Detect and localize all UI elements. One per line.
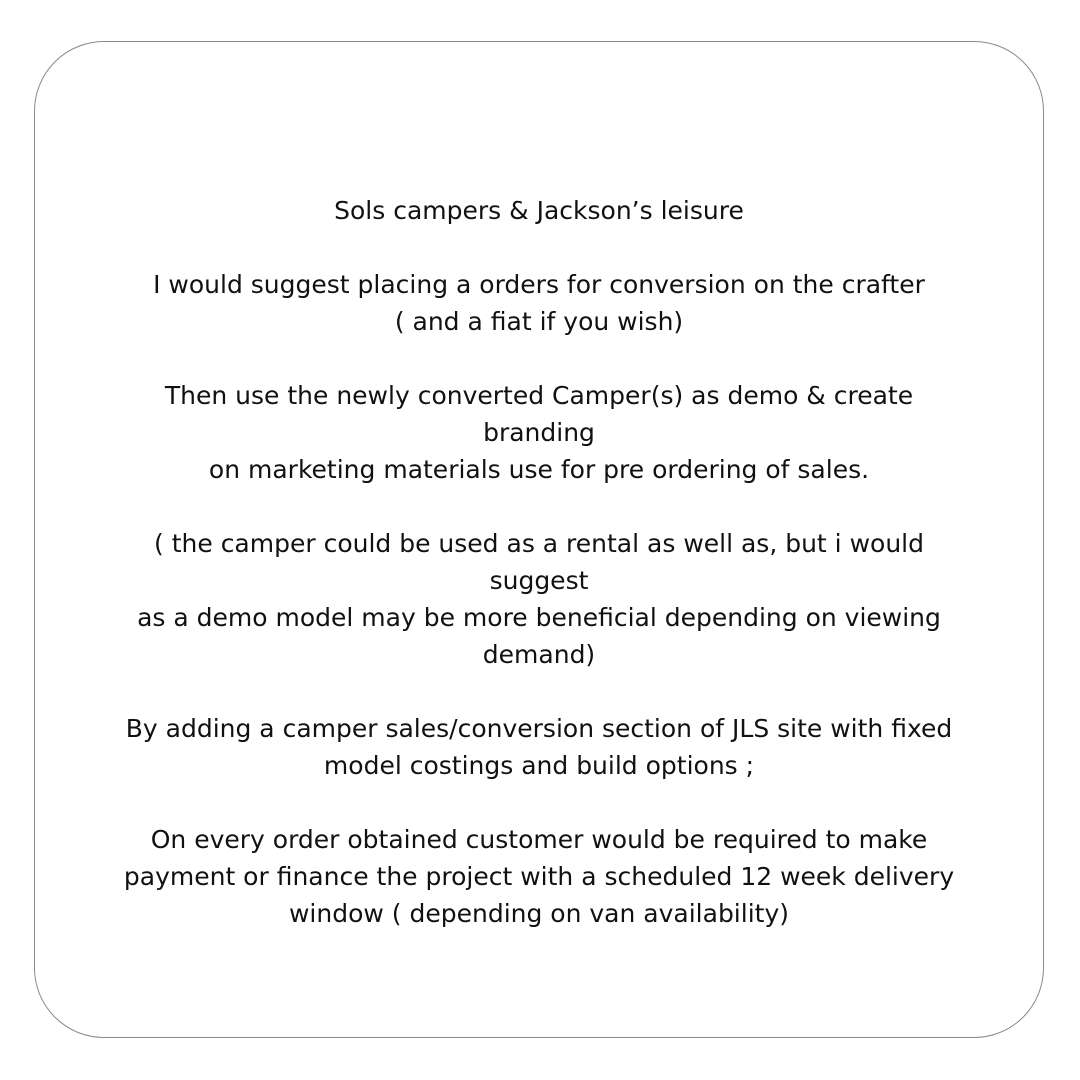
paragraph-site-section	[35, 710, 1043, 784]
text-line: Then use the newly converted Camper(s) as demo & create	[164, 381, 914, 410]
text-line: demand)	[482, 640, 596, 669]
text-line: payment or finance the project with a scheduled 12 week delivery	[123, 862, 955, 891]
text-line: window ( depending on van availability)	[288, 899, 789, 928]
text-line: branding	[483, 418, 595, 447]
text-line: I would suggest placing a orders for conversion on the crafter	[153, 270, 925, 299]
text-line: model costings and build options ;	[323, 751, 755, 780]
paragraph-demo-branding	[35, 377, 1043, 488]
document-title: Sols campers & Jackson’s leisure	[334, 196, 744, 225]
text-line: By adding a camper sales/conversion section of JLS site with fixed	[125, 714, 953, 743]
text-line: on marketing materials use for pre ordering of sales.	[208, 455, 870, 484]
document-content	[35, 192, 1043, 932]
text-line: suggest	[489, 566, 589, 595]
text-line: as a demo model may be more beneficial depending on viewing	[137, 603, 941, 632]
text-line: ( the camper could be used as a rental as well as, but i would	[154, 529, 924, 558]
document-card	[34, 41, 1044, 1038]
paragraph-payment-terms	[35, 821, 1043, 932]
text-line: On every order obtained customer would be required to make	[150, 825, 928, 854]
text-line: ( and a fiat if you wish)	[394, 307, 684, 336]
document-title-paragraph	[35, 192, 1043, 229]
paragraph-rental-note	[35, 525, 1043, 673]
paragraph-order-suggestion	[35, 266, 1043, 340]
